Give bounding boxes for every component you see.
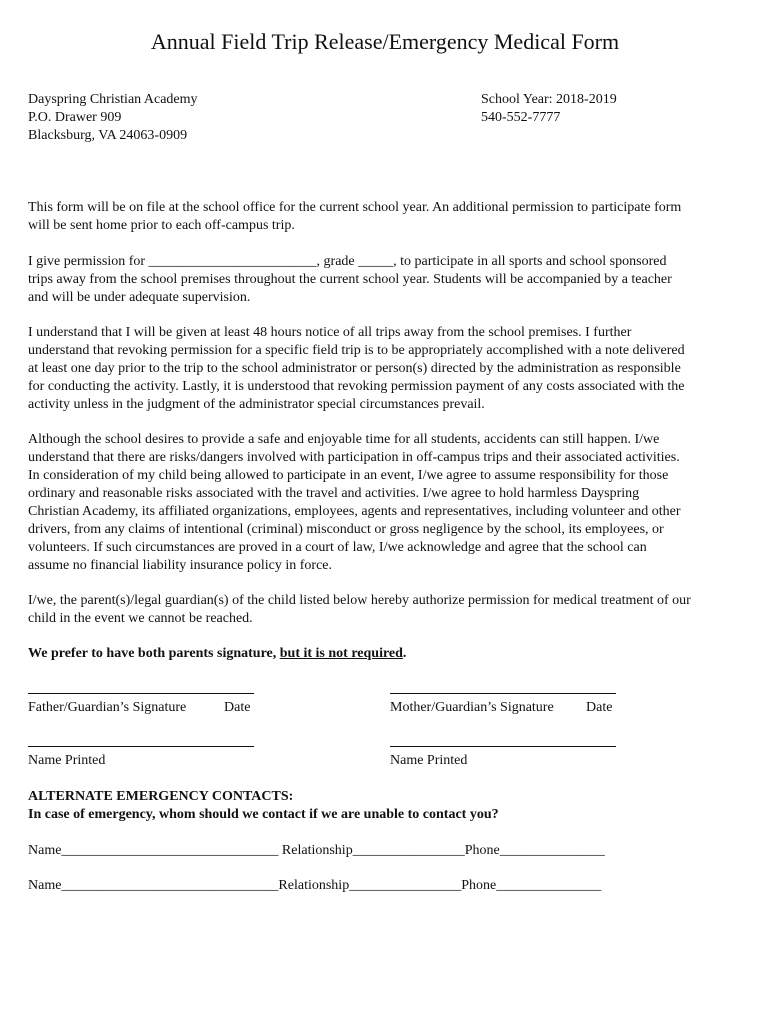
school-year-block <box>481 91 617 127</box>
paragraph-line: trips away from the school premises throughout the current school year. Students will be accompanied by a teacher <box>28 272 672 287</box>
paragraph-line: understand that revoking permission for a specific field trip is to be appropriately accomplished with a note delivered <box>28 343 685 358</box>
paragraph-line: activity unless in the judgment of the administrator special circumstances prevail. <box>28 397 485 412</box>
paragraph-line: This form will be on file at the school office for the current school year. An additional permission to participate form <box>28 200 682 215</box>
school-name: Dayspring Christian Academy <box>28 92 198 107</box>
paragraph-line: I/we, the parent(s)/legal guardian(s) of the child listed below hereby authorize permission for medical treatment of our <box>28 593 691 608</box>
mother-date-label: Date <box>586 700 613 715</box>
note-end: . <box>402 646 407 661</box>
father-date-label: Date <box>224 700 251 715</box>
emergency-heading: ALTERNATE EMERGENCY CONTACTS: <box>28 789 294 804</box>
medical-authorization-paragraph <box>28 592 744 628</box>
father-signature-line[interactable] <box>28 693 254 694</box>
father-name-printed-label: Name Printed <box>28 753 106 768</box>
school-address-line1: P.O. Drawer 909 <box>28 110 122 125</box>
school-year: School Year: 2018-2019 <box>481 92 617 107</box>
paragraph-line: assume no financial liability insurance policy in force. <box>28 558 333 573</box>
form-title: Annual Field Trip Release/Emergency Medical Form <box>150 29 620 54</box>
paragraph-line: Although the school desires to provide a safe and enjoyable time for all students, accidents can still happen. I/we <box>28 432 660 447</box>
notice-paragraph <box>28 324 744 414</box>
paragraph-line: and will be under adequate supervision. <box>28 290 251 305</box>
paragraph-line: will be sent home prior to each off-campus trip. <box>28 218 295 233</box>
emergency-contacts-section <box>28 788 744 824</box>
paragraph-line: for conducting the activity. Lastly, it is understood that revoking permission payment of any costs associated with the <box>28 379 685 394</box>
paragraph-line: at least one day prior to the trip to the school administrator or person(s) directed by the administration as responsible <box>28 361 681 376</box>
mother-signature-line[interactable] <box>390 693 616 694</box>
paragraph-line: child in the event we cannot be reached. <box>28 611 253 626</box>
note-underlined: but it is not required <box>279 646 403 661</box>
paragraph-line: understand that there are risks/dangers involved with participation in off-campus trips and their associated activities. <box>28 450 680 465</box>
mother-name-printed-label: Name Printed <box>390 753 468 768</box>
parents-signature-note <box>28 645 744 663</box>
emergency-question: In case of emergency, whom should we contact if we are unable to contact you? <box>28 807 499 822</box>
permission-paragraph <box>28 253 744 307</box>
emergency-contact-row-1[interactable]: Name_______________________________ Relationship________________Phone_______________ <box>28 843 605 858</box>
note-lead: We prefer to have both parents signature, <box>28 646 280 661</box>
mother-signature-label: Mother/Guardian’s Signature <box>390 700 554 715</box>
mother-name-line[interactable] <box>390 746 616 747</box>
school-phone: 540-552-7777 <box>481 110 561 125</box>
father-name-line[interactable] <box>28 746 254 747</box>
intro-paragraph <box>28 199 744 235</box>
paragraph-line: I give permission for ________________________, grade _____, to participate in all sports and school sponsored <box>28 254 667 269</box>
paragraph-line: I understand that I will be given at least 48 hours notice of all trips away from the school premises. I further <box>28 325 632 340</box>
paragraph-line: In consideration of my child being allowed to participate in an event, I/we agree to assume responsibility for those <box>28 468 669 483</box>
paragraph-line: volunteers. If such circumstances are proved in a court of law, I/we acknowledge and agree that the school can <box>28 540 647 555</box>
emergency-contact-row-2[interactable]: Name_______________________________Relationship________________Phone_______________ <box>28 878 602 893</box>
paragraph-line: ordinary and reasonable risks associated with the travel and activities. I/we agree to hold harmless Dayspring <box>28 486 640 501</box>
paragraph-line: Christian Academy, its affiliated organizations, employees, agents and representatives, including volunteer and other <box>28 504 681 519</box>
father-signature-label: Father/Guardian’s Signature <box>28 700 187 715</box>
paragraph-line: drivers, from any claims of intentional (criminal) misconduct or gross negligence by the school, its employees, or <box>28 522 664 537</box>
liability-paragraph <box>28 431 744 575</box>
school-address-line2: Blacksburg, VA 24063-0909 <box>28 128 188 143</box>
school-address-block <box>28 91 198 145</box>
